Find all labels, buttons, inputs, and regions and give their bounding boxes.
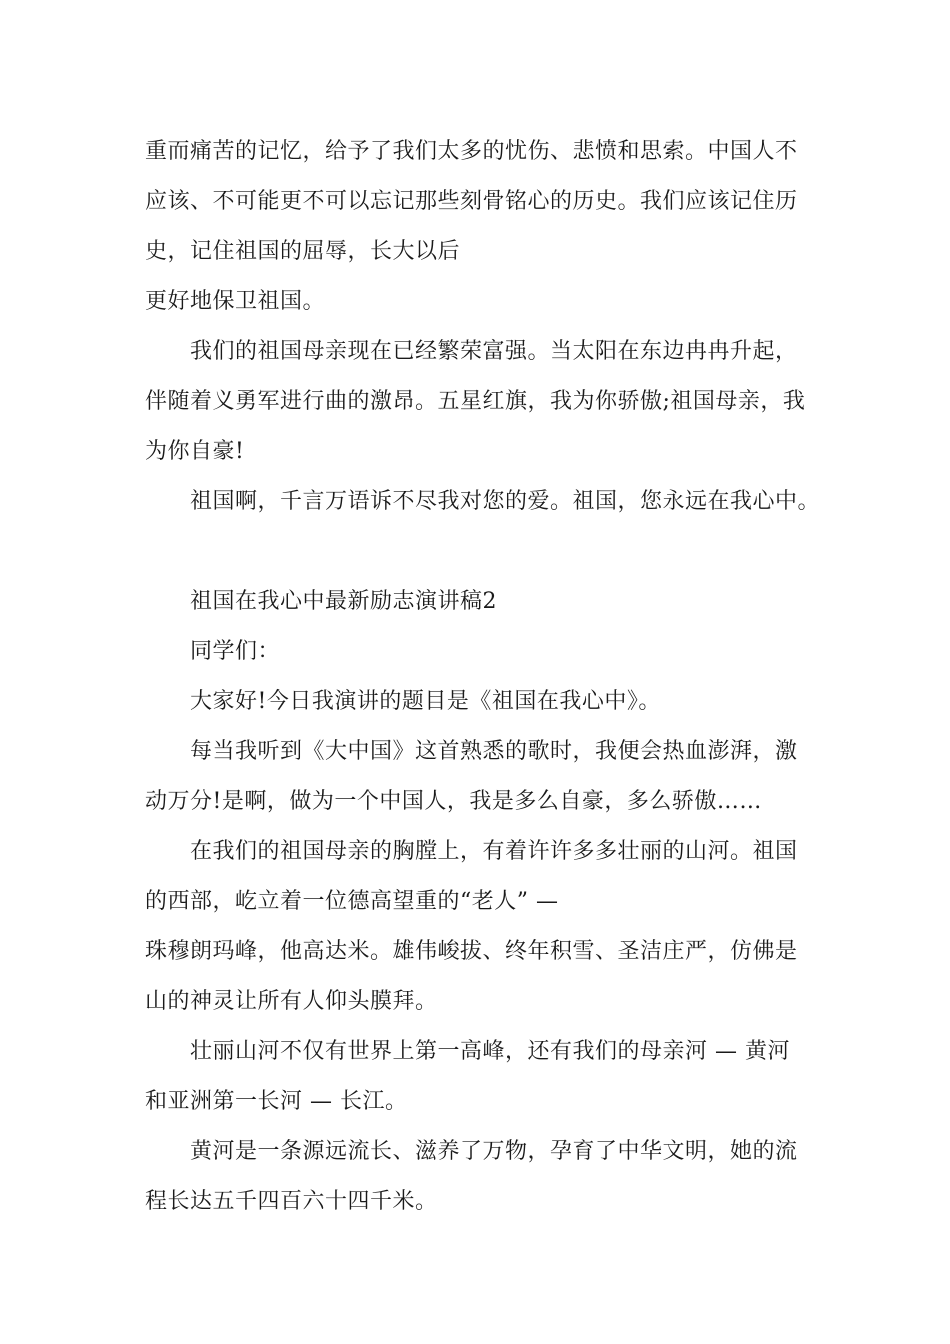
text-line: 山的神灵让所有人仰头膜拜。 <box>145 989 438 1014</box>
paragraph-start-line: 壮丽山河不仅有世界上第一高峰，还有我们的母亲河 — 黄河 <box>190 1039 790 1064</box>
paragraph-start-line: 每当我听到《大中国》这首熟悉的歌时，我便会热血澎湃，激 <box>190 739 798 764</box>
text-line: 史，记住祖国的屈辱，长大以后 <box>145 239 461 264</box>
paragraph-start-line: 祖国啊，千言万语诉不尽我对您的爱。祖国，您永远在我心中。 <box>190 489 821 514</box>
paragraph-start-line: 大家好!今日我演讲的题目是《祖国在我心中》。 <box>190 689 661 714</box>
paragraph-start-line: 在我们的祖国母亲的胸膛上，有着许许多多壮丽的山河。祖国 <box>190 839 798 864</box>
text-line: 重而痛苦的记忆，给予了我们太多的忧伤、悲愤和思索。中国人不 <box>145 139 798 164</box>
text-line: 更好地保卫祖国。 <box>145 289 326 314</box>
text-line: 动万分!是啊，做为一个中国人，我是多么自豪，多么骄傲…… <box>145 789 762 814</box>
paragraph-start-line: 我们的祖国母亲现在已经繁荣富强。当太阳在东边冉冉升起， <box>190 339 798 364</box>
salutation: 同学们： <box>190 639 281 664</box>
paragraph-start-line: 黄河是一条源远流长、滋养了万物，孕育了中华文明，她的流 <box>190 1139 798 1164</box>
text-line: 珠穆朗玛峰，他高达米。雄伟峻拔、终年积雪、圣洁庄严，仿佛是 <box>145 939 798 964</box>
text-line: 和亚洲第一长河 — 长江。 <box>145 1089 408 1114</box>
section-title: 祖国在我心中最新励志演讲稿2 <box>190 589 497 614</box>
text-line: 伴随着义勇军进行曲的激昂。五星红旗，我为你骄傲;祖国母亲，我 <box>145 389 806 414</box>
text-line: 应该、不可能更不可以忘记那些刻骨铭心的历史。我们应该记住历 <box>145 189 798 214</box>
text-line: 为你自豪! <box>145 439 245 464</box>
text-line: 的西部，屹立着一位德高望重的“老人” — <box>145 889 559 914</box>
text-line: 程长达五千四百六十四千米。 <box>145 1189 438 1214</box>
